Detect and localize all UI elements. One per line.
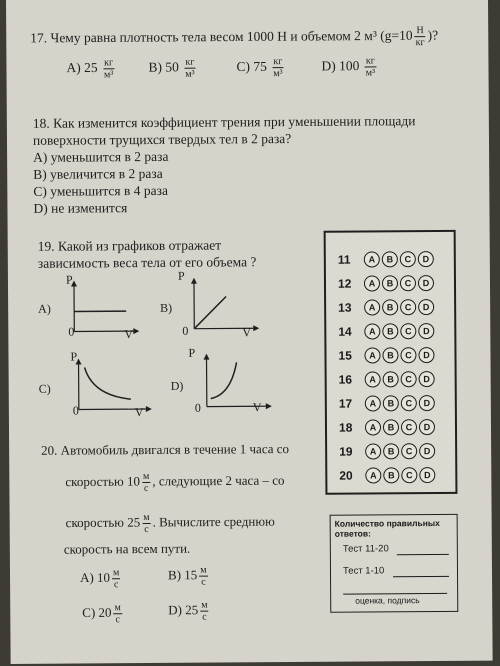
bubble-c[interactable]: С [401, 395, 417, 411]
graph-a-label: А) [38, 301, 51, 316]
bubble-d[interactable]: D [419, 371, 435, 387]
bubble-c[interactable]: С [401, 443, 417, 459]
graph-c-label: С) [38, 381, 51, 396]
bubble-c[interactable]: С [400, 347, 416, 363]
bubble-b[interactable]: В [383, 419, 399, 435]
q20-line3: скоростью 25 $\frac{м}{с}$ . Вычислите среднюю [65, 512, 275, 536]
q20-option-a: А) 10 $\frac{м}{с}$ [79, 567, 120, 591]
q18-option-c: С) уменьшится в 4 раза [33, 182, 168, 199]
bubble-d[interactable]: D [418, 323, 434, 339]
q19-line1: 19. Какой из графиков отражает [37, 237, 222, 254]
answer-row-19: 19 А В С D [327, 439, 451, 464]
question-19 [38, 236, 308, 272]
graph-b-o: 0 [182, 323, 189, 338]
answer-row-11: 11 А В С D [326, 247, 450, 272]
bubble-d[interactable]: D [419, 395, 435, 411]
graph-d-curve [211, 362, 237, 398]
answer-row-13: 13 А В С D [326, 295, 450, 320]
q17-option-c: С) 75 $\frac{кг}{\text{м³}}$ [236, 56, 283, 80]
bubble-d[interactable]: D [418, 299, 434, 315]
answer-row-18: 18 А В С D [327, 415, 451, 440]
bubble-b[interactable]: В [383, 443, 399, 459]
q17-option-b: В) 50 $\frac{кг}{\text{м³}}$ [148, 56, 195, 80]
q20-option-b: В) 15 $\frac{м}{с}$ [167, 564, 207, 588]
answer-row-20: 20 А В С D [327, 463, 451, 488]
q20-line1: 20. Автомобиль двигался в течение 1 часа со [41, 441, 290, 458]
bubble-b[interactable]: В [382, 251, 398, 267]
graph-c-y: P [70, 349, 78, 364]
graph-b-x: V [242, 325, 252, 340]
q17-option-a: А) 25 $\frac{кг}{\text{м³}}$ [66, 57, 114, 81]
q18-option-b: В) увеличится в 2 раза [33, 165, 163, 182]
answer-row-15: 15 А В С D [326, 343, 450, 368]
graph-b-y: P [177, 268, 185, 283]
graph-a-x: V [124, 327, 134, 342]
bubble-c[interactable]: С [400, 323, 416, 339]
q20-line4: скорость на всем пути. [63, 540, 191, 557]
q20-line2: скоростью 10 $\frac{м}{с}$ , следующие 2 часа – со [65, 471, 285, 495]
q18-option-a: А) уменьшится в 2 раза [33, 148, 169, 165]
bubble-a[interactable]: А [365, 371, 381, 387]
q19-line2: зависимость веса тела от его объема ? [37, 254, 257, 271]
answer-row-12: 12 А В С D [326, 271, 450, 296]
bubble-d[interactable]: D [419, 443, 435, 459]
score-sign-label: оценка, подпись [355, 595, 420, 606]
g-unit-fraction: $\frac{Н}{кг}$ [415, 25, 425, 49]
q20-option-d: D) 25 $\frac{м}{с}$ [168, 599, 208, 623]
test-sheet [6, 0, 493, 664]
bubble-b[interactable]: В [382, 323, 398, 339]
answer-grid [324, 230, 458, 495]
bubble-b[interactable]: В [383, 395, 399, 411]
score-title: Количество правильных ответов: [334, 517, 440, 539]
graph-d-y: P [188, 345, 196, 360]
bubble-a[interactable]: А [365, 443, 381, 459]
bubble-c[interactable]: С [400, 251, 416, 267]
question-17: 17. Чему равна плотность тела весом 1000 Н и объемом 2 м³ (g=10 $\frac{Н}{кг}$ )? [30, 25, 439, 49]
bubble-a[interactable]: А [364, 299, 380, 315]
q18-line1: 18. Как изменится коэффициент трения при уменьшении площади [32, 113, 416, 131]
graph-b-label: В) [160, 300, 173, 315]
bubble-b[interactable]: В [383, 467, 399, 483]
bubble-c[interactable]: С [401, 467, 417, 483]
graph-b-curve [194, 296, 226, 328]
score-test-1-10: Тест 1-10 [342, 565, 385, 577]
score-box [330, 514, 459, 613]
bubble-c[interactable]: С [400, 275, 416, 291]
bubble-c[interactable]: С [400, 299, 416, 315]
graph-d-plot [192, 350, 282, 413]
q17-text: 17. Чему равна плотность тела весом 1000 Н и объемом 2 м³ (g=10 [30, 27, 413, 46]
bubble-a[interactable]: А [365, 395, 381, 411]
bubble-b[interactable]: В [382, 347, 398, 363]
graph-c-x: V [134, 405, 144, 420]
bubble-b[interactable]: В [383, 371, 399, 387]
score-test-11-20: Тест 11-20 [342, 543, 389, 555]
q18-line2: поверхности трущихся твердых тел в 2 раза? [32, 131, 292, 148]
bubble-d[interactable]: D [419, 419, 435, 435]
q17-option-d: D) 100 $\frac{кг}{\text{м³}}$ [321, 55, 376, 79]
answer-row-14: 14 А В С D [326, 319, 450, 344]
bubble-c[interactable]: С [401, 419, 417, 435]
bubble-b[interactable]: В [382, 299, 398, 315]
graph-a-o: 0 [68, 324, 75, 339]
bubble-a[interactable]: А [364, 323, 380, 339]
bubble-a[interactable]: А [364, 347, 380, 363]
bubble-a[interactable]: А [365, 467, 381, 483]
graph-c-curve [85, 367, 131, 399]
bubble-c[interactable]: С [401, 371, 417, 387]
bubble-b[interactable]: В [382, 275, 398, 291]
bubble-d[interactable]: D [418, 251, 434, 267]
bubble-a[interactable]: А [365, 419, 381, 435]
graph-d [192, 350, 282, 413]
graph-d-o: 0 [194, 400, 201, 415]
bubble-d[interactable]: D [419, 467, 435, 483]
graph-d-x: V [252, 400, 262, 415]
answer-row-17: 17 А В С D [327, 391, 451, 416]
bubble-a[interactable]: А [364, 275, 380, 291]
graph-a-y: P [65, 272, 73, 287]
q18-option-d: D) не изменится [33, 200, 128, 216]
score-line-1[interactable] [397, 554, 449, 555]
graph-c-o: 0 [72, 403, 79, 418]
score-line-2[interactable] [393, 576, 449, 577]
bubble-d[interactable]: D [418, 347, 434, 363]
bubble-d[interactable]: D [418, 275, 434, 291]
q20-option-c: С) 20 $\frac{м}{с}$ [82, 602, 121, 626]
graph-d-label: D) [170, 378, 184, 393]
answer-row-16: 16 А В С D [327, 367, 451, 392]
question-18 [33, 112, 454, 217]
bubble-a[interactable]: А [364, 251, 380, 267]
